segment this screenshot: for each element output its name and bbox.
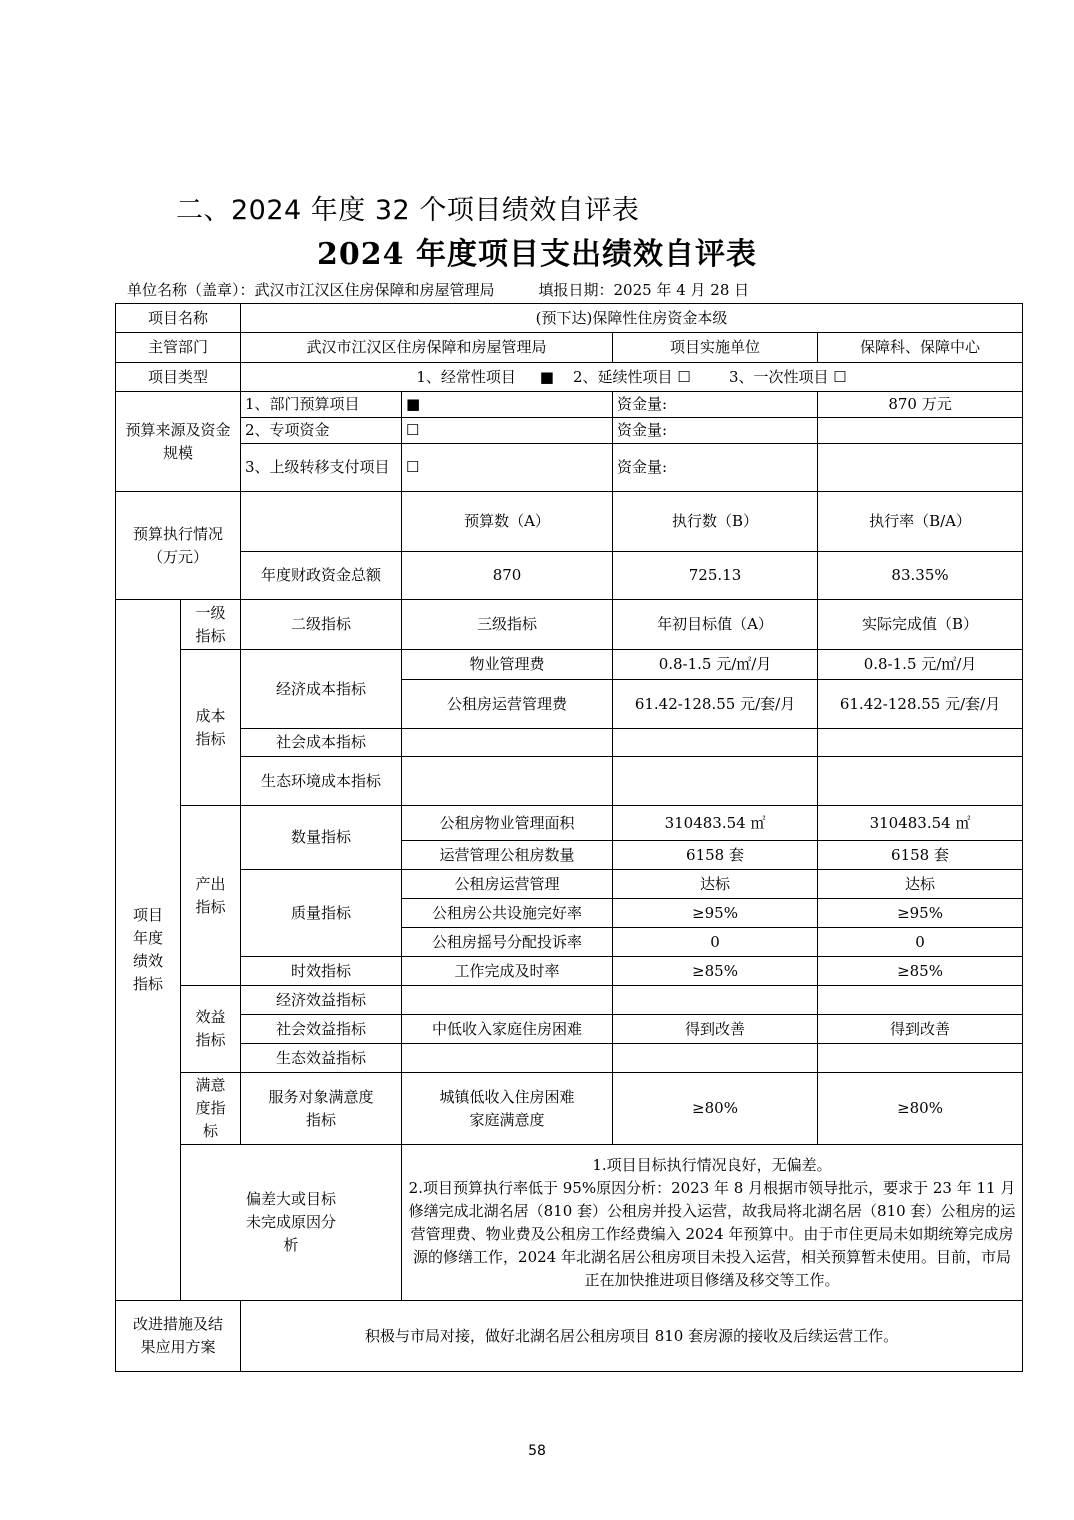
indicator-target: ≥95% [613, 899, 818, 928]
budget-source-name: 1、部门预算项目 [241, 392, 402, 418]
indicator-name: 物业管理费 [402, 650, 613, 680]
indicator-actual: 6158 套 [818, 841, 1023, 870]
empty-cell [613, 986, 818, 1015]
department-label: 主管部门 [116, 333, 241, 363]
budget-exec-label-unit: （万元） [148, 547, 209, 566]
page-number: 58 [528, 1443, 546, 1459]
indicator-name: 城镇低收入住房困难家庭满意度 [402, 1073, 613, 1145]
row-project-type [116, 363, 1023, 392]
amount-label: 资金量: [613, 418, 818, 444]
indicator-actual: 61.42-128.55 元/套/月 [818, 680, 1023, 729]
row-indicator-header [116, 600, 1023, 650]
indicator-name: 公租房运营管理费 [402, 680, 613, 729]
empty-cell [613, 757, 818, 806]
row-budget-source-3 [116, 444, 1023, 492]
indicator-name: 公租房物业管理面积 [402, 806, 613, 841]
empty-cell [402, 986, 613, 1015]
indicator-name: 工作完成及时率 [402, 957, 613, 986]
indicator-actual: 0.8-1.5 元/㎡/月 [818, 650, 1023, 680]
budget-exec-label [116, 492, 241, 600]
empty-cell [402, 757, 613, 806]
row-department [116, 333, 1023, 363]
indicator-target: ≥80% [613, 1073, 818, 1145]
indicator-actual: 310483.54 ㎡ [818, 806, 1023, 841]
indicator-actual: 得到改善 [818, 1015, 1023, 1044]
level1-header: 一级指标 [181, 600, 241, 650]
row-budget-source-2 [116, 418, 1023, 444]
indicator-actual: ≥95% [818, 899, 1023, 928]
amount-label: 资金量: [613, 392, 818, 418]
row-satisfaction [116, 1073, 1023, 1145]
row-benefit-econ [116, 986, 1023, 1015]
indicator-target: 得到改善 [613, 1015, 818, 1044]
col-budget-a: 预算数（A） [402, 492, 613, 552]
row-social-cost [116, 729, 1023, 757]
indicator-target: 0 [613, 928, 818, 957]
improvement-label: 改进措施及结果应用方案 [116, 1301, 241, 1372]
row-benefit-social [116, 1015, 1023, 1044]
amount-value: 870 万元 [818, 392, 1023, 418]
empty-cell [818, 729, 1023, 757]
cost-indicator-label: 成本指标 [181, 650, 241, 806]
budget-source-label: 预算来源及资金规模 [116, 392, 241, 492]
budget-source-mark [402, 418, 613, 444]
fill-date: 填报日期：2025 年 4 月 28 日 [538, 281, 750, 299]
exec-rate-value: 83.35% [818, 552, 1023, 600]
empty-cell [818, 986, 1023, 1015]
social-cost-label: 社会成本指标 [241, 729, 402, 757]
actual-header: 实际完成值（B） [818, 600, 1023, 650]
deviation-analysis [402, 1145, 1023, 1301]
indicator-name: 运营管理公租房数量 [402, 841, 613, 870]
indicator-name: 公租房运营管理 [402, 870, 613, 899]
indicator-target: 61.42-128.55 元/套/月 [613, 680, 818, 729]
benefit-indicator-label: 效益指标 [181, 986, 241, 1073]
form-meta [127, 279, 749, 300]
deviation-line-2: 2.项目预算执行率低于 95%原因分析：2023 年 8 月根据市领导批示，要求于 23 年 11 月修缮完成北湖名居（810 套）公租房并投入运营，故我局将北湖名居（810 套）公租房的运营管理费、物业费及公租房工作经费编入 2024 年预算中。由于市住更局未如期统筹完成房源的修缮工作，2024 年北湖名居公租房项目未投入运营，相关预算暂未使用。目前，市局正在加快推进项目修缮及移交等工作。 [408, 1178, 1016, 1289]
indicator-name: 公租房摇号分配投诉率 [402, 928, 613, 957]
output-indicator-label: 产出指标 [181, 806, 241, 986]
type-option-1: 1、经常性项目 [416, 367, 516, 386]
exec-b-value: 725.13 [613, 552, 818, 600]
row-eco-cost [116, 757, 1023, 806]
type-option-2: 2、延续性项目 [573, 367, 673, 386]
project-name-value: (预下达)保障性住房资金本级 [241, 304, 1023, 333]
col-exec-b: 执行数（B） [613, 492, 818, 552]
eco-benefit-label: 生态效益指标 [241, 1044, 402, 1073]
row-budget-source-1 [116, 392, 1023, 418]
eco-cost-label: 生态环境成本指标 [241, 757, 402, 806]
indicator-target: 310483.54 ㎡ [613, 806, 818, 841]
indicator-name: 中低收入家庭住房困难 [402, 1015, 613, 1044]
section-title: 二、2024 年度 32 个项目绩效自评表 [176, 195, 640, 226]
indicator-actual: ≥80% [818, 1073, 1023, 1145]
impl-unit-value: 保障科、保障中心 [818, 333, 1023, 363]
annual-fund-label: 年度财政资金总额 [241, 552, 402, 600]
budget-source-mark [402, 444, 613, 492]
budget-source-mark [402, 392, 613, 418]
row-output-time [116, 957, 1023, 986]
indicator-target: ≥85% [613, 957, 818, 986]
indicator-actual: 0 [818, 928, 1023, 957]
empty-cell [241, 492, 402, 552]
row-output-quality-1 [116, 870, 1023, 899]
time-label: 时效指标 [241, 957, 402, 986]
row-output-quantity-1 [116, 806, 1023, 841]
checkbox-empty-icon: ☐ [833, 367, 847, 386]
budget-source-name: 2、专项资金 [241, 418, 402, 444]
budget-source-name: 3、上级转移支付项目 [241, 444, 402, 492]
col-exec-rate: 执行率（B/A） [818, 492, 1023, 552]
empty-cell [613, 1044, 818, 1073]
unit-name: 单位名称（盖章）：武汉市江汉区住房保障和房屋管理局 [127, 281, 495, 299]
row-improvement [116, 1301, 1023, 1372]
improvement-text: 积极与市局对接，做好北湖名居公租房项目 810 套房源的接收及后续运营工作。 [241, 1301, 1023, 1372]
indicator-name: 公租房公共设施完好率 [402, 899, 613, 928]
empty-cell [402, 729, 613, 757]
row-benefit-eco [116, 1044, 1023, 1073]
econ-cost-label: 经济成本指标 [241, 650, 402, 729]
impl-unit-label: 项目实施单位 [613, 333, 818, 363]
indicator-target: 6158 套 [613, 841, 818, 870]
econ-benefit-label: 经济效益指标 [241, 986, 402, 1015]
amount-value [818, 418, 1023, 444]
target-header: 年初目标值（A） [613, 600, 818, 650]
project-type-label: 项目类型 [116, 363, 241, 392]
department-value: 武汉市江汉区住房保障和房屋管理局 [241, 333, 613, 363]
budget-exec-label-main: 预算执行情况 [133, 524, 224, 543]
checkbox-checked-icon: ■ [539, 367, 554, 386]
project-name-label: 项目名称 [116, 304, 241, 333]
indicator-target: 达标 [613, 870, 818, 899]
empty-cell [402, 1044, 613, 1073]
deviation-label: 偏差大或目标未完成原因分析 [181, 1145, 402, 1301]
indicator-actual: ≥85% [818, 957, 1023, 986]
indicator-actual: 达标 [818, 870, 1023, 899]
checkbox-empty-icon: ☐ [406, 458, 420, 476]
checkbox-checked-icon: ■ [406, 395, 421, 413]
indicator-target: 0.8-1.5 元/㎡/月 [613, 650, 818, 680]
indicator-group-label: 项目年度绩效指标 [116, 600, 181, 1301]
empty-cell [818, 757, 1023, 806]
row-deviation [116, 1145, 1023, 1301]
checkbox-empty-icon: ☐ [677, 367, 691, 386]
row-project-name [116, 304, 1023, 333]
satisfaction-sub-label: 服务对象满意度指标 [241, 1073, 402, 1145]
amount-value [818, 444, 1023, 492]
quantity-label: 数量指标 [241, 806, 402, 870]
satisfaction-indicator-label: 满意度指标 [181, 1073, 241, 1145]
amount-label: 资金量: [613, 444, 818, 492]
type-option-3: 3、一次性项目 [728, 367, 829, 386]
empty-cell [818, 1044, 1023, 1073]
quality-label: 质量指标 [241, 870, 402, 957]
row-budget-exec-values [116, 552, 1023, 600]
budget-a-value: 870 [402, 552, 613, 600]
project-type-options [241, 363, 1023, 392]
level2-header: 二级指标 [241, 600, 402, 650]
performance-evaluation-table [115, 303, 1023, 1372]
checkbox-empty-icon: ☐ [406, 421, 420, 439]
empty-cell [613, 729, 818, 757]
deviation-line-1: 1.项目目标执行情况良好，无偏差。 [592, 1155, 832, 1174]
row-cost-1 [116, 650, 1023, 680]
level3-header: 三级指标 [402, 600, 613, 650]
document-title: 2024 年度项目支出绩效自评表 [317, 237, 757, 272]
social-benefit-label: 社会效益指标 [241, 1015, 402, 1044]
row-budget-exec-header [116, 492, 1023, 552]
